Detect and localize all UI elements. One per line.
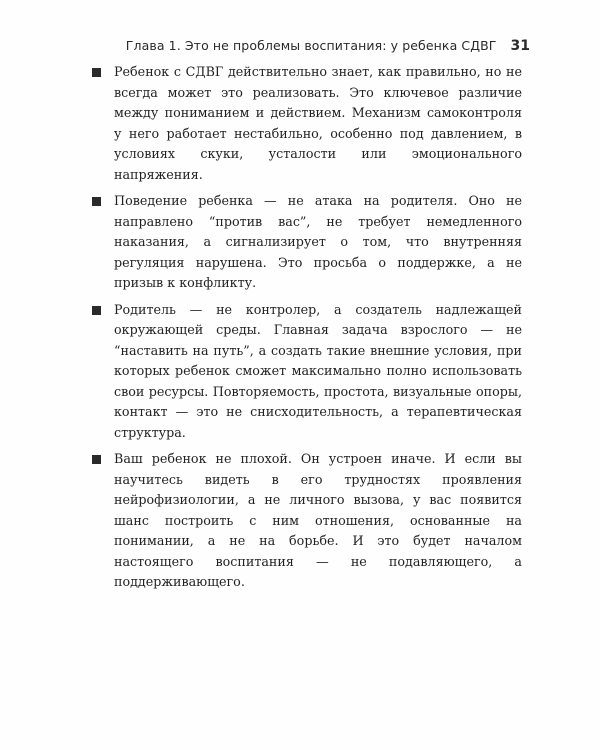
square-bullet-icon xyxy=(92,455,101,464)
page-number: 31 xyxy=(510,38,530,54)
bullet-list xyxy=(92,62,522,593)
bullet-text: Ребенок с СДВГ действительно знает, как правильно, но не всегда может это реализовать. Это ключевое различие между пониманием и действием. Механизм самоконтроля у него работает нестабильно, особенно под давлением, в условиях скуки, усталости или эмоционального напряжения. xyxy=(114,64,522,182)
running-header xyxy=(126,38,530,58)
bullet-item xyxy=(92,449,522,593)
page-body xyxy=(92,62,522,599)
square-bullet-icon xyxy=(92,306,101,315)
bullet-item xyxy=(92,300,522,444)
bullet-text: Поведение ребенка — не атака на родителя. Оно не направлено “против вас”, не требует немедленного наказания, а сигнализирует о том, что внутренняя регуляция нарушена. Это просьба о поддержке, а не призыв к конфликту. xyxy=(114,193,522,290)
bullet-item xyxy=(92,191,522,294)
bullet-text: Ваш ребенок не плохой. Он устроен иначе. И если вы научитесь видеть в его трудностях проявления нейрофизиологии, а не личного вызова, у вас появится шанс построить с ним отношения, основанные на понимании, а не на борьбе. И это будет началом настоящего воспитания — не подавляющего, а поддерживающего. xyxy=(114,451,522,589)
square-bullet-icon xyxy=(92,68,101,77)
running-title: Глава 1. Это не проблемы воспитания: у ребенка СДВГ xyxy=(125,38,497,53)
bullet-text: Родитель — не контролер, а создатель надлежащей окружающей среды. Главная задача взрослого — не “наставить на путь”, а создать такие внешние условия, при которых ребенок сможет максимально полно использовать свои ресурсы. Повторяемость, простота, визуальные опоры, контакт — это не снисходительность, а терапевтическая структура. xyxy=(114,301,522,440)
square-bullet-icon xyxy=(92,197,101,206)
bullet-item xyxy=(92,62,522,185)
